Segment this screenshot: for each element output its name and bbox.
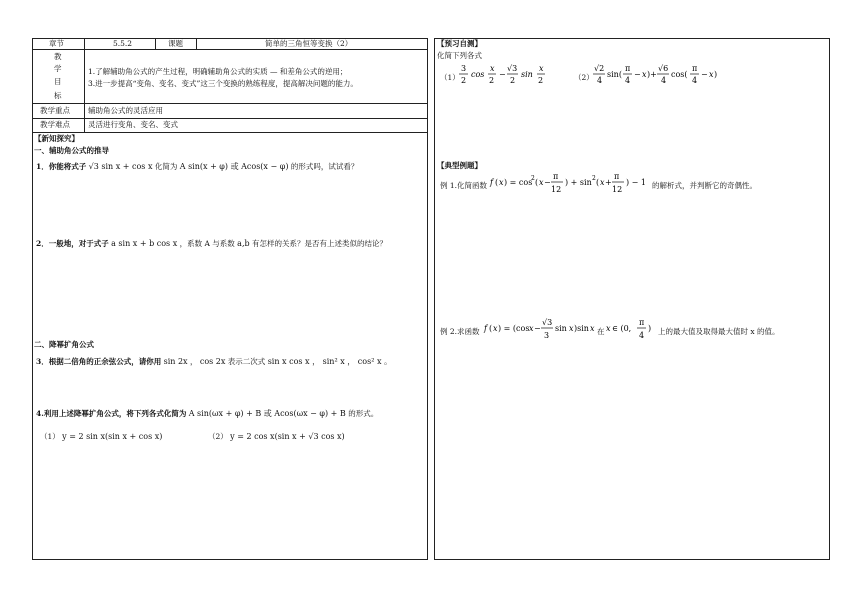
svg-text:4: 4 <box>661 76 667 85</box>
col-line <box>196 38 197 49</box>
svg-text:−: − <box>634 70 641 79</box>
svg-text:x: x <box>600 178 605 187</box>
svg-text:−: − <box>701 70 708 79</box>
section-preview-heading: 【预习自测】 <box>437 39 482 48</box>
question-2 <box>36 239 387 249</box>
svg-text:2: 2 <box>538 76 544 85</box>
row-line <box>32 49 428 50</box>
q2-text: ，系数 A 与系数 <box>179 239 235 248</box>
svg-text:π: π <box>625 64 631 73</box>
q2-suffix: 有怎样的关系？是否有上述类似的结论？ <box>252 239 387 248</box>
example-1-formula <box>490 172 650 200</box>
col-line <box>155 38 156 49</box>
q2-ab: a,b <box>237 239 250 248</box>
right-panel <box>434 38 830 560</box>
question-4-part-1 <box>40 432 162 442</box>
q4-1-expression: y = 2 sin x(sin x + cos x) <box>62 432 163 441</box>
svg-text:sin: sin <box>521 70 533 79</box>
key-value: 辅助角公式的灵活应用 <box>88 106 163 115</box>
svg-text:x: x <box>490 64 495 73</box>
svg-text:−: − <box>544 178 551 187</box>
svg-text:2: 2 <box>461 76 467 85</box>
q3-text: 表示二次式 <box>227 357 266 366</box>
difficulty-value: 灵活进行变角、变名、变式 <box>88 120 178 129</box>
svg-text:x: x <box>499 178 504 187</box>
example-1-prefix: 例 1.化简函数 <box>440 181 488 190</box>
q4-forms: A sin(ωx + φ) + B 或 Acos(ωx − φ) + B <box>188 409 346 418</box>
question-4-part-2 <box>208 432 345 442</box>
preview-2-formula <box>593 62 733 92</box>
q4-suffix: 的形式。 <box>348 409 379 418</box>
q4-2-expression: y = 2 cos x(sin x + √3 cos x) <box>230 432 345 441</box>
q3-sin2x: sin 2x <box>163 357 188 366</box>
q1-suffix: 的形式吗，试试看？ <box>290 162 359 171</box>
objective-1: 1.了解辅助角公式的产生过程，明确辅助角公式的实质 — 和差角公式的逆用； <box>88 67 348 76</box>
svg-text:(: ( <box>535 178 539 187</box>
svg-text:) = cos: ) = cos <box>504 178 533 187</box>
svg-text:√3: √3 <box>542 318 553 327</box>
svg-text:x: x <box>493 324 498 333</box>
q3-cos2x: cos 2x <box>199 357 226 366</box>
svg-text:x: x <box>529 324 534 333</box>
preview-1-formula <box>458 62 548 92</box>
svg-text:12: 12 <box>612 185 623 194</box>
key-label: 教学重点 <box>40 106 70 115</box>
topic-value: 简单的三角恒等变换（2） <box>265 39 353 48</box>
objective-2: 3.进一步提高“变角、变名、变式”这三个变换的熟练程度，提高解决问题的能力。 <box>88 79 358 88</box>
q4-2-label: （2） <box>208 432 228 441</box>
section-new-heading: 【新知探究】 <box>34 134 79 143</box>
question-1 <box>36 162 358 172</box>
svg-text:2: 2 <box>592 175 596 182</box>
preview-1-label: （1） <box>440 73 460 82</box>
question-4 <box>36 409 378 419</box>
q1-forms: A sin(x + φ) 或 Acos(x − φ) <box>179 162 289 171</box>
section-examples-heading: 【典型例题】 <box>437 161 482 170</box>
svg-text:4: 4 <box>625 76 631 85</box>
svg-text:): ) <box>714 70 718 79</box>
svg-text:)sin: )sin <box>574 324 589 333</box>
svg-text:x: x <box>539 178 544 187</box>
left-panel <box>32 38 428 560</box>
difficulty-label: 教学难点 <box>40 120 70 129</box>
svg-text:(: ( <box>489 324 493 333</box>
svg-text:cos: cos <box>471 70 485 79</box>
svg-text:)+: )+ <box>647 70 657 79</box>
svg-text:sin(: sin( <box>607 70 622 79</box>
svg-text:√2: √2 <box>594 64 605 73</box>
chapter-value: 5.5.2 <box>113 39 133 48</box>
svg-text:π: π <box>692 64 698 73</box>
preview-intro: 化简下列各式 <box>437 51 482 60</box>
svg-text:x: x <box>590 324 595 333</box>
row-line <box>32 118 428 119</box>
q4-prefix: 4.利用上述降幂扩角公式，将下列各式化简为 <box>36 409 187 418</box>
q2-expression: a sin x + b cos x <box>111 239 178 248</box>
svg-text:) + sin: ) + sin <box>565 178 592 187</box>
svg-text:x: x <box>539 64 544 73</box>
svg-text:∈ (0,: ∈ (0, <box>612 324 632 333</box>
example-1-suffix: 的解析式，并判断它的奇偶性。 <box>652 181 757 190</box>
svg-text:(: ( <box>495 178 499 187</box>
q1-prefix: 1．你能将式子 <box>36 162 87 171</box>
q4-1-label: （1） <box>40 432 60 441</box>
example-2-formula <box>484 316 594 346</box>
svg-text:x: x <box>642 70 647 79</box>
svg-text:2: 2 <box>531 175 535 182</box>
svg-text:−: − <box>534 324 541 333</box>
svg-text:(: ( <box>596 178 600 187</box>
preview-2-label: （2） <box>574 73 594 82</box>
row-line <box>32 132 428 133</box>
svg-text:) − 1: ) − 1 <box>626 178 646 187</box>
svg-text:12: 12 <box>551 185 562 194</box>
svg-text:2: 2 <box>489 76 495 85</box>
objectives-label-2: 学 <box>54 64 62 73</box>
svg-text:4: 4 <box>692 76 698 85</box>
svg-text:4: 4 <box>639 331 645 340</box>
q1-mid: 化简为 <box>154 162 178 171</box>
col-line <box>84 38 85 132</box>
svg-text:π: π <box>614 172 620 181</box>
svg-text:−: − <box>499 70 506 79</box>
svg-text:cos(: cos( <box>671 70 688 79</box>
svg-text:f: f <box>490 178 493 187</box>
topic-label: 课题 <box>168 39 183 48</box>
subsection-2-heading: 二、降幂扩角公式 <box>34 340 94 349</box>
example-2-mid: 在 <box>597 327 605 336</box>
chapter-label: 章节 <box>49 39 64 48</box>
subsection-1-heading: 一、辅助角公式的推导 <box>34 146 109 155</box>
svg-text:+: + <box>605 178 612 187</box>
svg-text:3: 3 <box>544 331 550 340</box>
svg-text:√6: √6 <box>658 64 669 73</box>
row-line <box>32 103 428 104</box>
q2-prefix: 2．一般地，对于式子 <box>36 239 109 248</box>
example-2-suffix: 上的最大值及取得最大值时 x 的值。 <box>658 327 780 336</box>
svg-text:): ) <box>648 324 652 333</box>
svg-text:4: 4 <box>597 76 603 85</box>
question-3: 3．根据二倍角的正余弦公式，请你用 sin 2x ， cos 2x 表示二次式 sin x cos x ， sin² x ， cos² x 。 <box>36 357 393 366</box>
q1-expression: √3 sin x + cos x <box>88 162 153 171</box>
q3-prefix: 3．根据二倍角的正余弦公式，请你用 <box>36 357 162 366</box>
svg-text:√3: √3 <box>507 64 518 73</box>
svg-text:f: f <box>484 324 487 333</box>
svg-text:3: 3 <box>461 64 467 73</box>
objectives-label-1: 教 <box>54 52 62 61</box>
q3-terms: sin x cos x ， sin² x ， cos² x 。 <box>267 357 393 366</box>
svg-text:) = (cos: ) = (cos <box>498 324 530 333</box>
objectives-label-4: 标 <box>54 91 62 100</box>
svg-text:sin: sin <box>555 324 567 333</box>
svg-text:x: x <box>709 70 714 79</box>
svg-text:2: 2 <box>510 76 516 85</box>
example-2-interval <box>606 316 658 346</box>
svg-text:π: π <box>553 172 559 181</box>
svg-text:x: x <box>606 324 611 333</box>
objectives-label-3: 目 <box>54 77 62 86</box>
svg-text:x: x <box>569 324 574 333</box>
svg-text:π: π <box>639 318 645 327</box>
example-2-prefix: 例 2.求函数 <box>440 327 480 336</box>
